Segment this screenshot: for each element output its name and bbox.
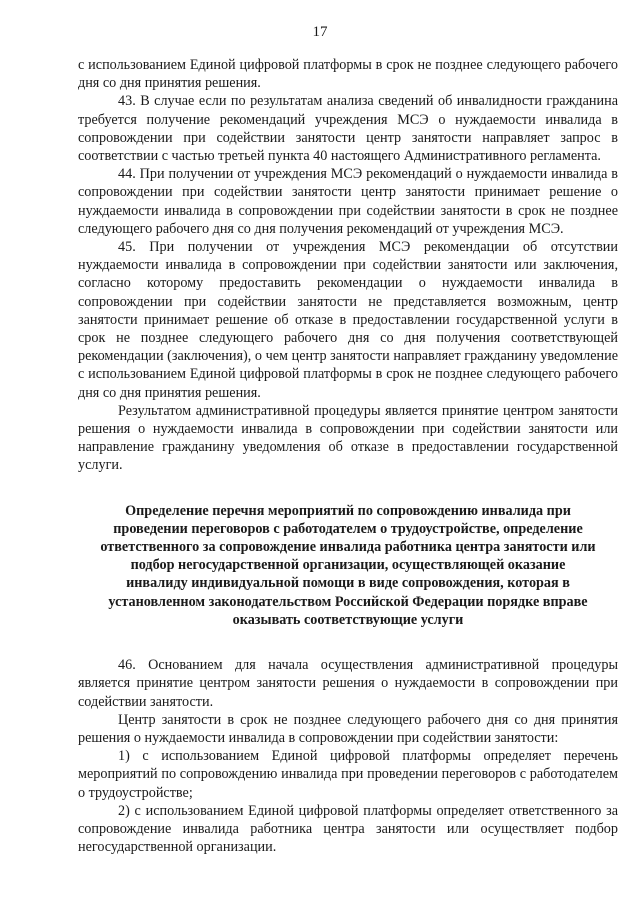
paragraph: Центр занятости в срок не позднее следующего рабочего дня со дня принятия решения о нуждаемости инвалида в сопровождении при содействии занятости: (78, 711, 618, 746)
paragraph: 2) с использованием Единой цифровой платформы определяет ответственного за сопровождение инвалида работника центра занятости или осуществляет подбор негосударственной организации. (78, 802, 618, 856)
paragraph: 43. В случае если по результатам анализа сведений об инвалидности гражданина требуется получение рекомендаций учреждения МСЭ о нуждаемости инвалида в сопровождении при содействии занятости центр занятости направляет запрос в соответствии с частью третьей пункта 40 настоящего Административного регламента. (78, 93, 618, 165)
section-heading: Определение перечня мероприятий по сопровождению инвалида при проведении переговоров с работодателем о трудоустройстве, определение ответственного за сопровождение инвалида работника центра занятости или подбор негосударственной организации, осуществляющей оказание инвалиду индивидуальной помощи в виде сопровождения, которая в установленном законодательством Российской Федерации порядке вправе оказывать соответствующие услуги (100, 502, 596, 628)
paragraph: Результатом административной процедуры является принятие центром занятости решения о нуждаемости инвалида в сопровождении при содействии занятости или направление гражданину уведомления об отказе в предоставлении государственной услуги. (78, 402, 618, 474)
document-body (78, 56, 618, 856)
paragraph: с использованием Единой цифровой платформы в срок не позднее следующего рабочего дня со дня принятия решения. (78, 57, 618, 92)
paragraph: 44. При получении от учреждения МСЭ рекомендаций о нуждаемости инвалида в сопровождении при содействии занятости центр занятости принимает решение о нуждаемости инвалида в сопровождении при содействии занятости в срок не позднее следующего рабочего дня со дня получения рекомендаций от учреждения МСЭ. (78, 166, 618, 237)
page-number: 17 (312, 24, 328, 40)
paragraph: 46. Основанием для начала осуществления административной процедуры является принятие центром занятости решения о нуждаемости в сопровождении при содействии занятости. (78, 657, 618, 710)
paragraph: 45. При получении от учреждения МСЭ рекомендации об отсутствии нуждаемости инвалида в сопровождении при содействии занятости или заключения, согласно которому предоставить рекомендации о нуждаемости инвалида в сопровождении при содействии занятости не представляется возможным, центр занятости принимает решение об отказе в предоставлении государственной услуги в срок не позднее следующего рабочего дня со дня получения соответствующей рекомендации (заключения), о чем центр занятости направляет гражданину уведомление с использованием Единой цифровой платформы в срок не позднее следующего рабочего дня со дня принятия решения. (78, 239, 618, 401)
paragraph: 1) с использованием Единой цифровой платформы определяет перечень мероприятий по сопровождению инвалида при проведении переговоров с работодателем о трудоустройстве; (78, 748, 618, 801)
paragraphs-bottom (78, 656, 618, 856)
paragraphs-top (78, 56, 618, 475)
